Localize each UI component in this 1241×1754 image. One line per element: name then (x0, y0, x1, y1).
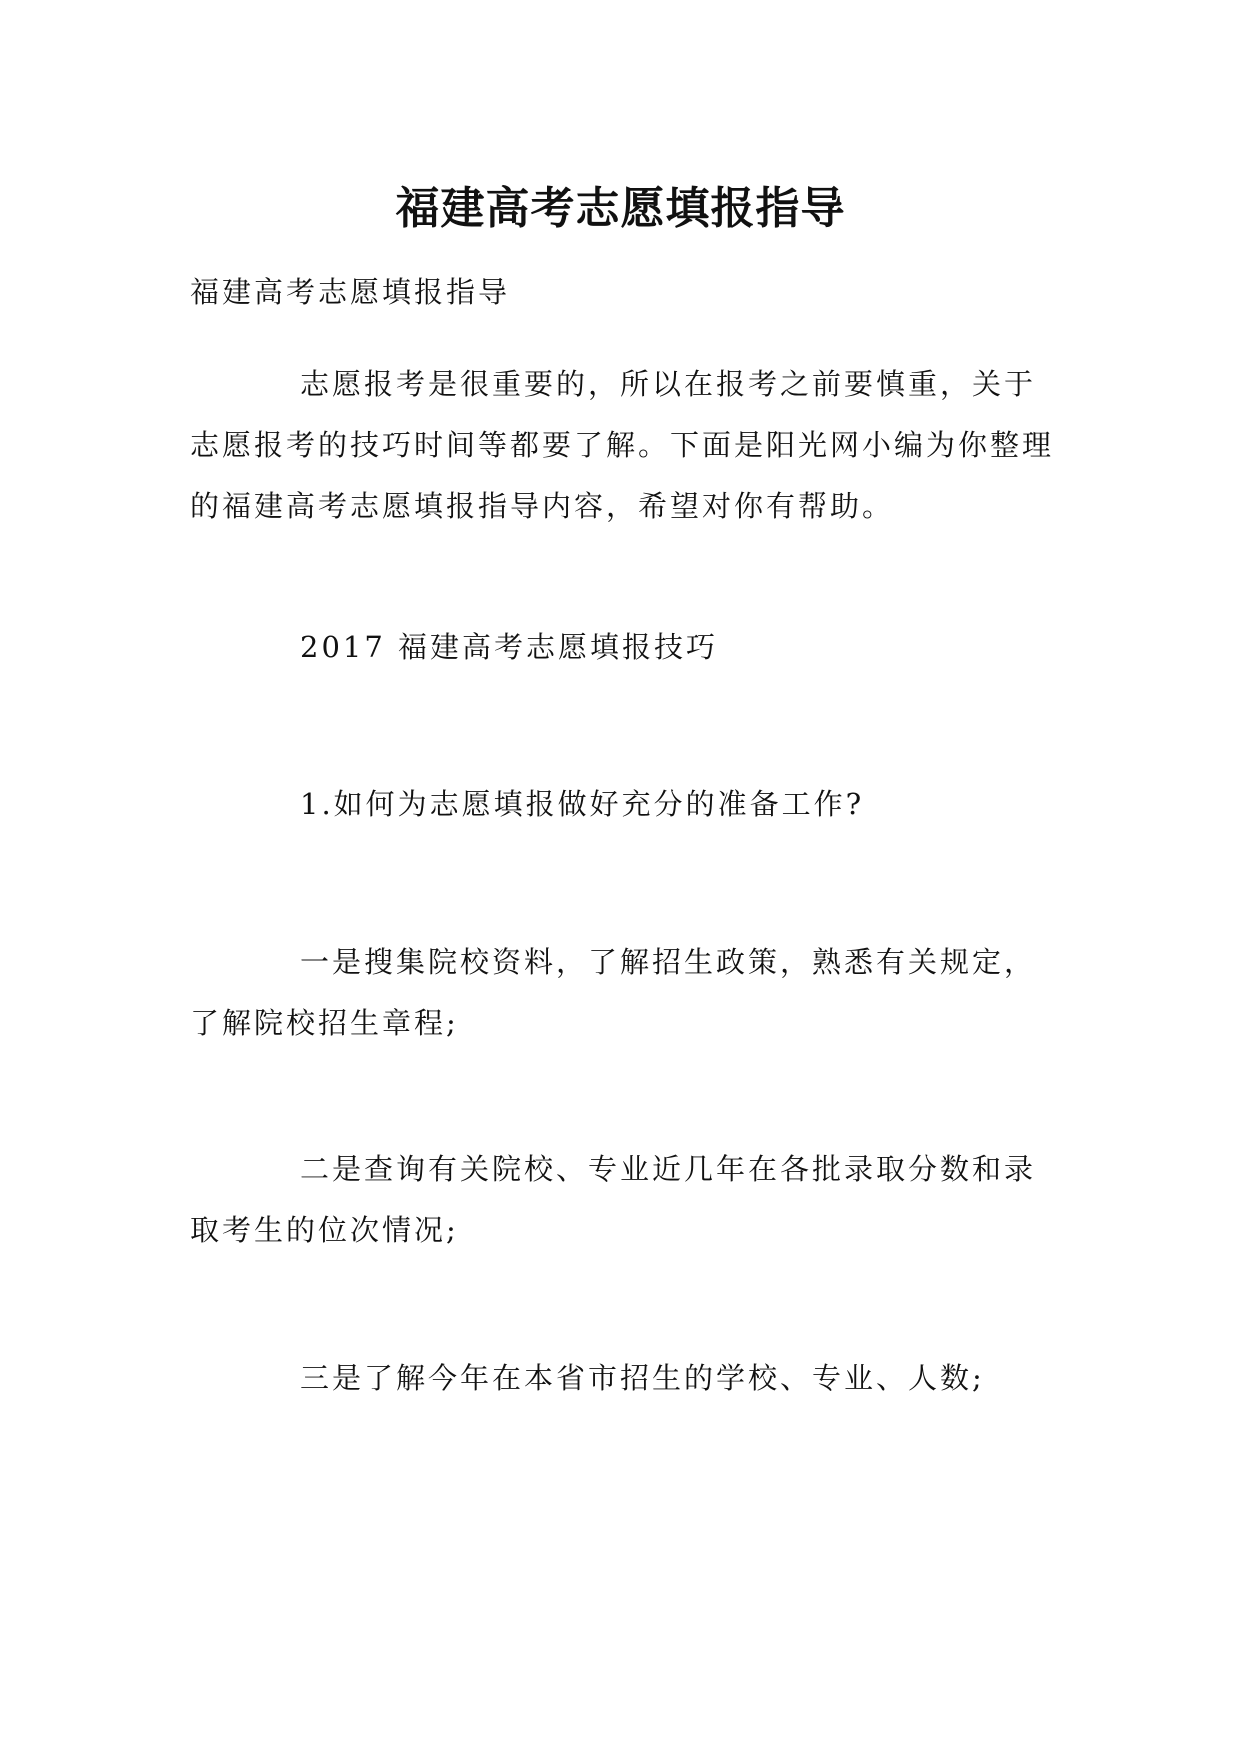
intro-paragraph: 志愿报考是很重要的，所以在报考之前要慎重，关于志愿报考的技巧时间等都要了解。下面是阳光网小编为你整理的福建高考志愿填报指导内容，希望对你有帮助。 (190, 367, 1055, 523)
section-heading-tips: 2017 福建高考志愿填报技巧 (300, 630, 719, 664)
document-title: 福建高考志愿填报指导 (395, 183, 846, 235)
subtitle-paragraph: 福建高考志愿填报指导 (190, 275, 511, 309)
question-one: 1.如何为志愿填报做好充分的准备工作? (300, 787, 865, 821)
point-three-paragraph: 三是了解今年在本省市招生的学校、专业、人数; (300, 1361, 985, 1395)
point-one-paragraph: 一是搜集院校资料，了解招生政策，熟悉有关规定，了解院校招生章程; (190, 945, 1037, 1040)
point-two-paragraph: 二是查询有关院校、专业近几年在各批录取分数和录取考生的位次情况; (190, 1152, 1037, 1247)
